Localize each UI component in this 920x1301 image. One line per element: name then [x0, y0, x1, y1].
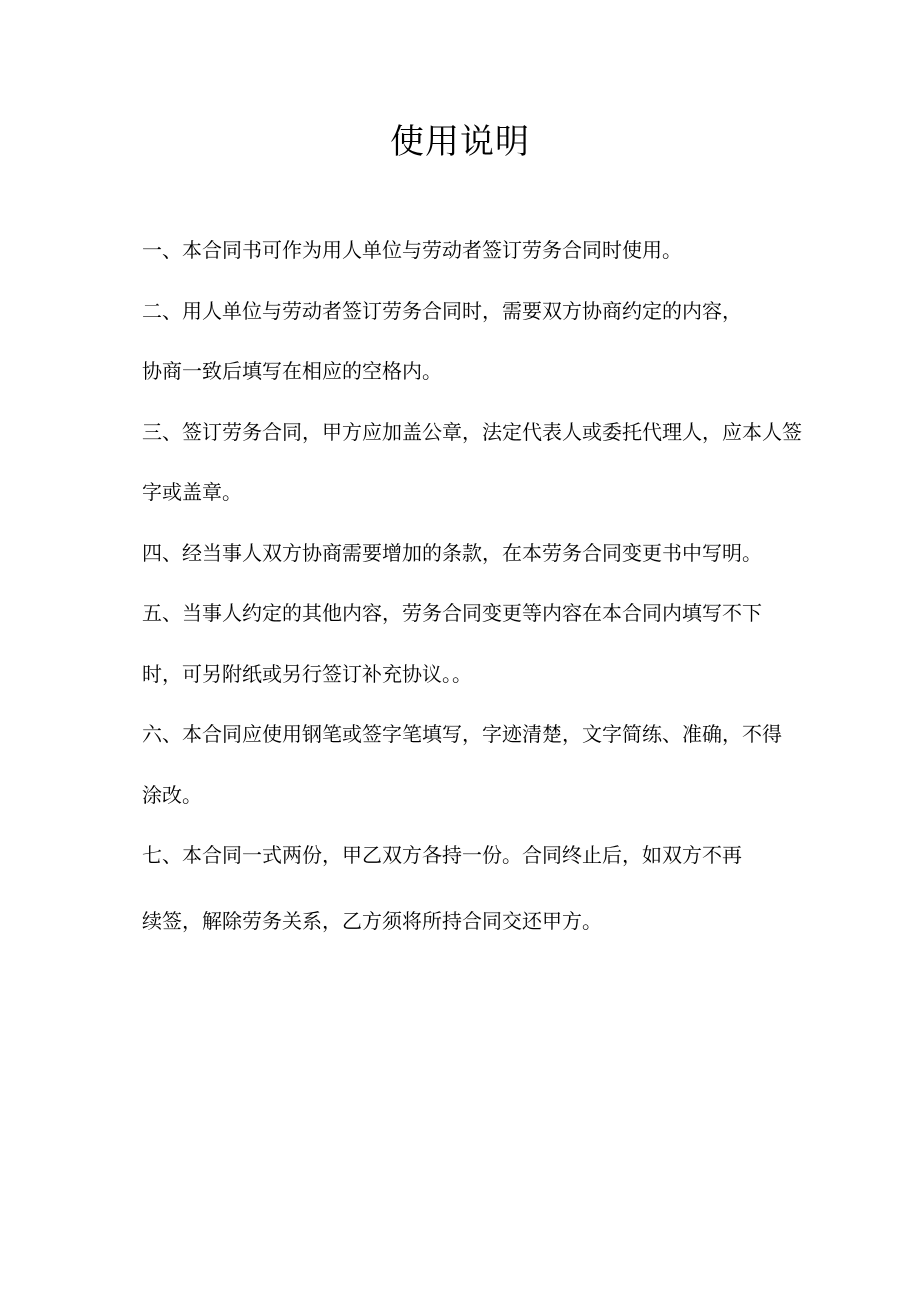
instruction-line-4: 四、经当事人双方协商需要增加的条款，在本劳务合同变更书中写明。 — [142, 541, 762, 565]
instruction-line-1: 一、本合同书可作为用人单位与劳动者签订劳务合同时使用。 — [142, 238, 682, 262]
instruction-line-3-continued: 字或盖章。 — [142, 480, 242, 504]
instruction-line-7-continued: 续签，解除劳务关系，乙方须将所持合同交还甲方。 — [142, 909, 602, 933]
instruction-line-5-continued: 时，可另附纸或另行签订补充协议。。 — [142, 662, 472, 686]
instruction-line-3: 三、签订劳务合同，甲方应加盖公章，法定代表人或委托代理人，应本人签 — [142, 420, 802, 444]
instruction-line-2-continued: 协商一致后填写在相应的空格内。 — [142, 359, 442, 383]
page-title: 使用说明 — [390, 122, 530, 162]
instruction-line-7: 七、本合同一式两份，甲乙双方各持一份。合同终止后，如双方不再 — [142, 843, 742, 867]
instruction-line-2: 二、用人单位与劳动者签订劳务合同时，需要双方协商约定的内容， — [142, 299, 742, 323]
instruction-line-6-continued: 涂改。 — [142, 783, 202, 807]
instruction-line-6: 六、本合同应使用钢笔或签字笔填写，字迹清楚，文字简练、准确，不得 — [142, 722, 782, 746]
instruction-line-5: 五、当事人约定的其他内容，劳务合同变更等内容在本合同内填写不下 — [142, 601, 762, 625]
